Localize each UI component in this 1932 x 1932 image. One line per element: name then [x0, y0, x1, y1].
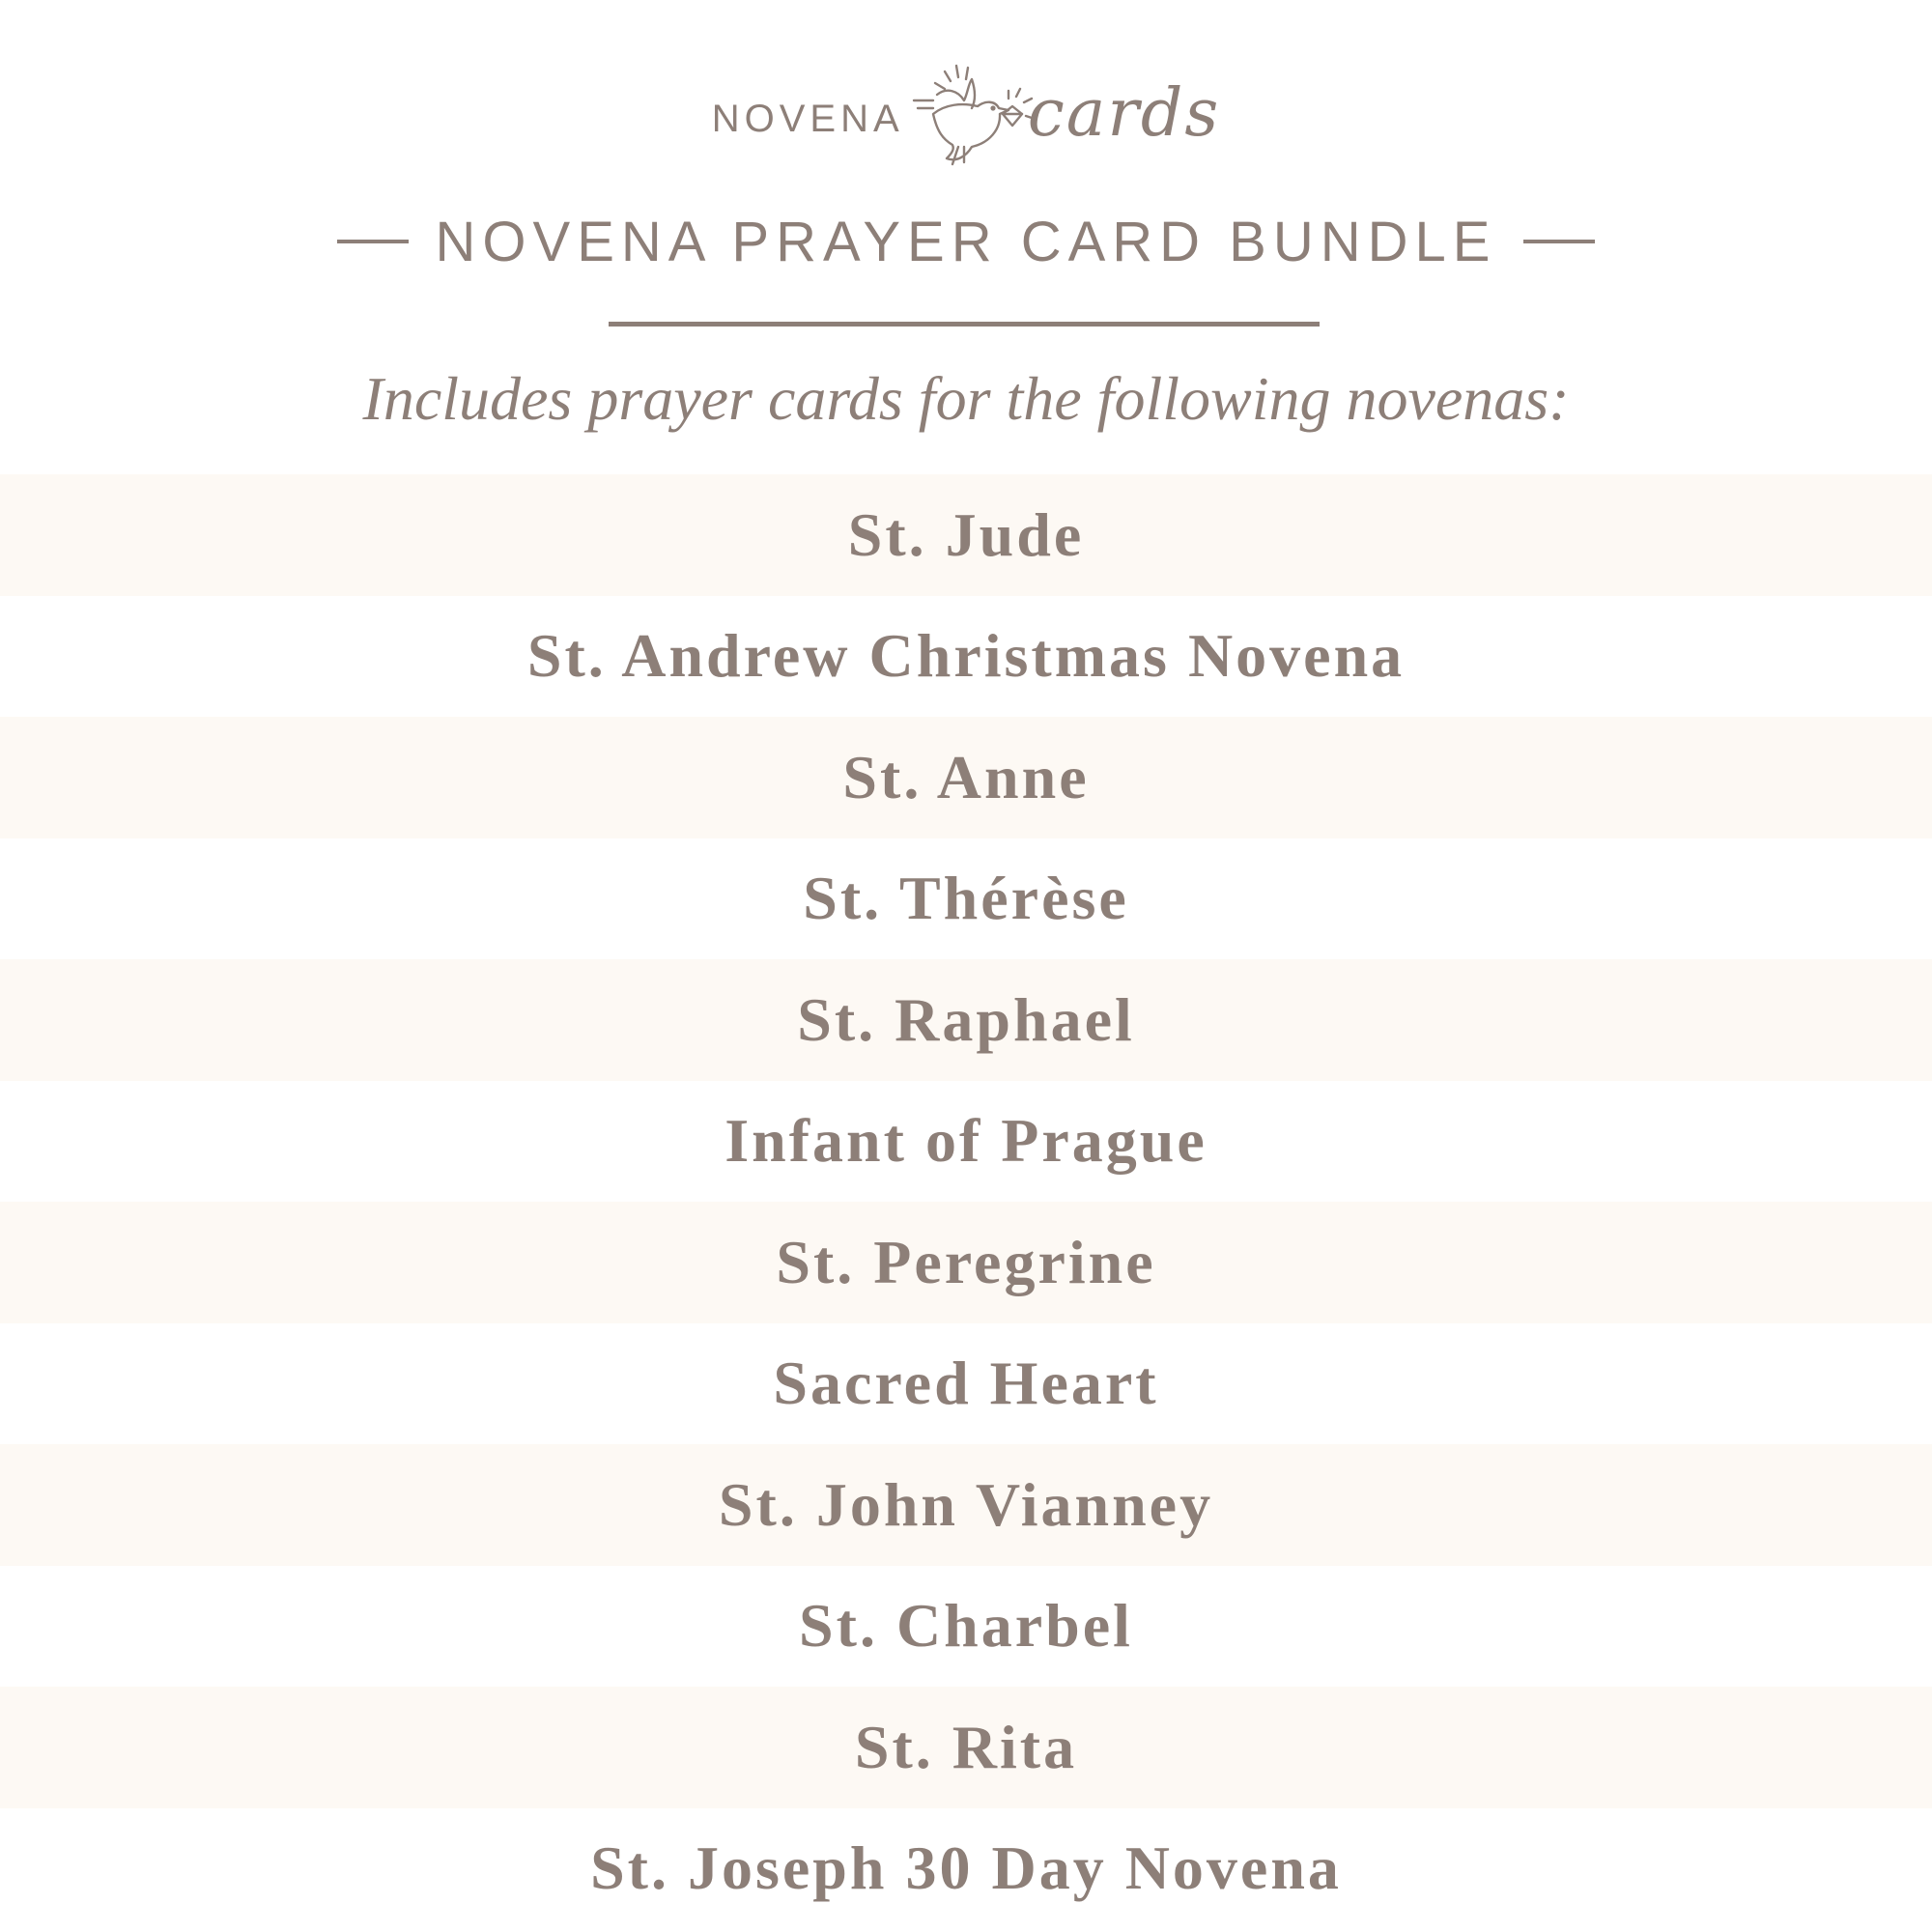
novena-list-item: St. Anne [0, 717, 1932, 838]
novena-list-item: St. Joseph 30 Day Novena [0, 1808, 1932, 1930]
novena-list-item: St. Andrew Christmas Novena [0, 596, 1932, 718]
novena-list-item: St. Raphael [0, 959, 1932, 1081]
novena-list-item: St. John Vianney [0, 1444, 1932, 1566]
novena-list-item: St. Thérèse [0, 838, 1932, 960]
page-title: NOVENA PRAYER CARD BUNDLE [435, 210, 1497, 273]
novena-list-item: St. Charbel [0, 1566, 1932, 1688]
title-dash-left [337, 240, 409, 243]
novena-list [0, 474, 1932, 1932]
logo-novena-text: NOVENA [711, 97, 904, 140]
brand-logo [0, 53, 1932, 179]
novena-list-item: St. Peregrine [0, 1202, 1932, 1323]
novena-list-item: Infant of Prague [0, 1081, 1932, 1203]
novena-list-item: St. Jude [0, 474, 1932, 596]
novena-list-item: Sacred Heart [0, 1323, 1932, 1445]
page-subtitle: Includes prayer cards for the following novenas: [362, 364, 1570, 433]
dove-icon [908, 58, 1034, 174]
novena-list-item: St. Rita [0, 1687, 1932, 1808]
title-dash-right [1523, 240, 1595, 243]
title-row [0, 208, 1932, 275]
logo-cards-text: cards [1027, 74, 1221, 152]
title-divider [609, 322, 1320, 327]
